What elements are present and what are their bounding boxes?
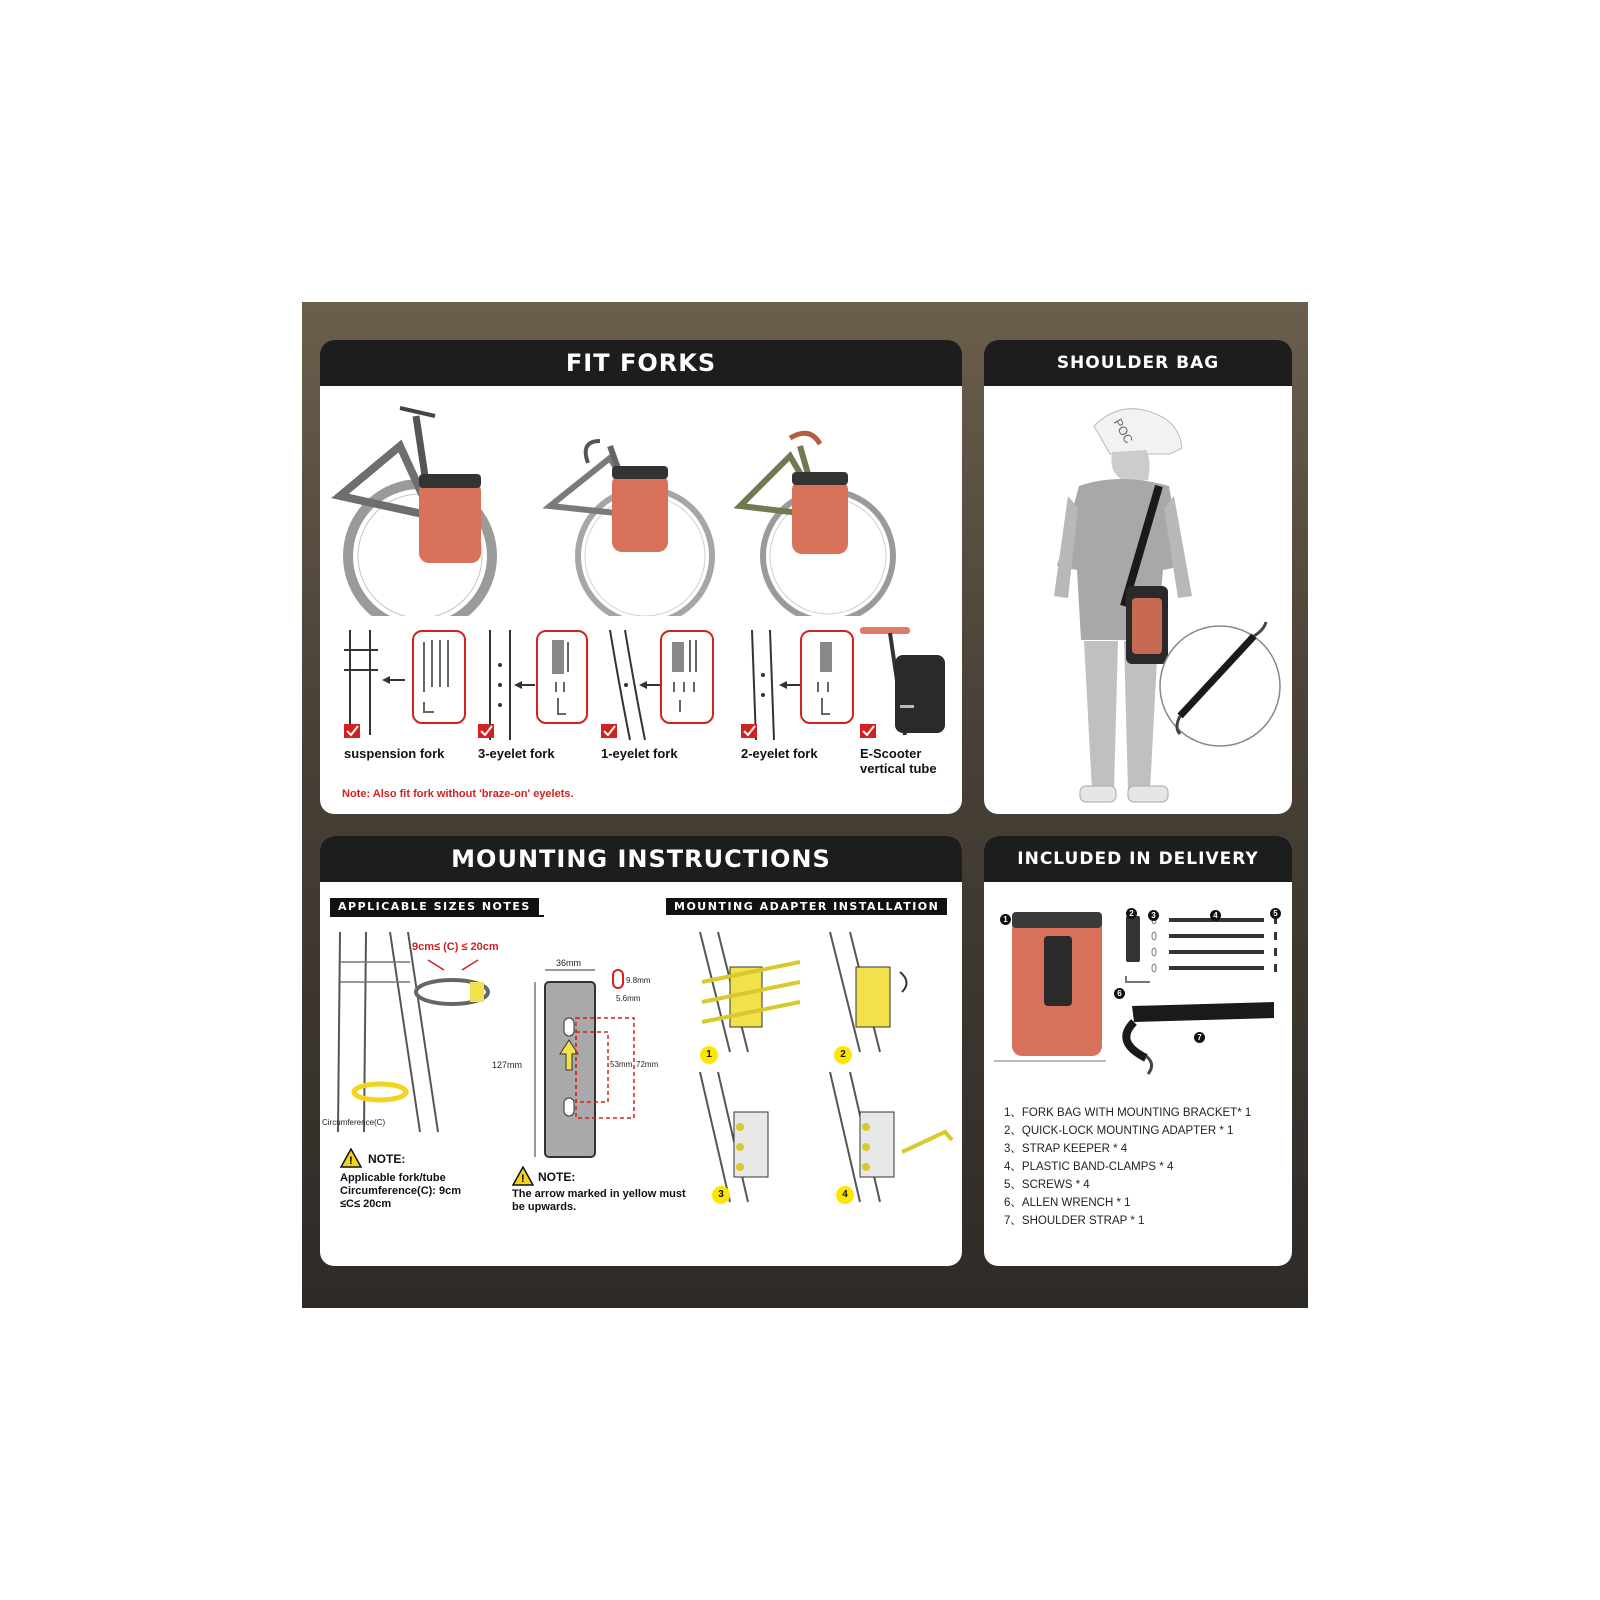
item-7-marker: 7 — [1194, 1032, 1205, 1043]
item-3-marker: 3 — [1148, 910, 1159, 921]
step-4-drawing — [830, 1072, 952, 1202]
circ-range-label: 9cm≤ (C) ≤ 20cm — [412, 941, 499, 953]
infographic-board — [302, 302, 1308, 1308]
mounting-instructions-panel — [320, 836, 962, 1266]
note2-head: NOTE: — [538, 1170, 576, 1184]
dim-width-label: 36mm — [556, 958, 582, 968]
item-1-marker: 1 — [1000, 914, 1011, 925]
helmet-text: POC — [1110, 416, 1136, 446]
gravel-bike-image — [740, 433, 893, 616]
fit-forks-note: Note: Also fit fork without 'braze-on' eyelets. — [342, 788, 574, 800]
check-icon — [601, 724, 617, 738]
step-3-badge: 3 — [712, 1186, 730, 1204]
2-eyelet-fork-drawing — [752, 630, 800, 740]
svg-text:!: ! — [349, 1155, 353, 1167]
step-2-drawing — [830, 932, 907, 1052]
dim-53-label: 53mm — [610, 1060, 633, 1069]
mountain-bike-image — [340, 408, 492, 616]
sizes-diagram — [320, 922, 660, 1166]
fork-label-e-scooter: E-Scooter vertical tube — [860, 746, 937, 776]
note1-body: Applicable fork/tube Circumference(C): 9cm ≤C≤ 20cm — [340, 1172, 462, 1210]
sizes-notes-tag: APPLICABLE SIZES NOTES — [330, 898, 539, 915]
dim-slot-w-label: 5.6mm — [616, 994, 641, 1003]
step-3-drawing — [700, 1072, 768, 1202]
item-2-marker: 2 — [1126, 908, 1137, 919]
hardware-box-2-eyelet — [800, 630, 854, 724]
person-with-bag-image — [984, 386, 1292, 814]
fit-forks-panel — [320, 340, 962, 814]
delivery-items-image — [984, 906, 1292, 1086]
list-item: 7、SHOULDER STRAP * 1 — [1004, 1215, 1145, 1227]
1-eyelet-fork-drawing — [610, 630, 660, 740]
list-item: 6、ALLEN WRENCH * 1 — [1004, 1197, 1131, 1209]
step-4-badge: 4 — [836, 1186, 854, 1204]
adapter-steps-diagram — [690, 922, 962, 1212]
item-4-marker: 4 — [1210, 910, 1221, 921]
hardware-box-1-eyelet — [660, 630, 714, 724]
shoulder-bag-panel — [984, 340, 1292, 814]
dim-height-label: 127mm — [492, 1060, 523, 1070]
road-bike-image — [550, 441, 712, 616]
note2-body: The arrow marked in yellow must be upwards. — [512, 1188, 686, 1213]
list-item: 3、STRAP KEEPER * 4 — [1004, 1143, 1128, 1155]
delivery-list — [1004, 1104, 1251, 1230]
e-scooter-drawing — [860, 627, 945, 735]
fork-label-suspension: suspension fork — [344, 746, 445, 761]
step-1-badge: 1 — [700, 1046, 718, 1064]
svg-text:!: ! — [521, 1173, 525, 1185]
bikes-illustration — [320, 386, 962, 616]
list-item: 4、PLASTIC BAND-CLAMPS * 4 — [1004, 1161, 1174, 1173]
item-5-marker: 5 — [1270, 908, 1281, 919]
step-2-badge: 2 — [834, 1046, 852, 1064]
step-1-drawing — [700, 932, 800, 1052]
item-6-marker: 6 — [1114, 988, 1125, 999]
dim-slot-h-label: 9.8mm — [626, 976, 651, 985]
fork-label-3-eyelet: 3-eyelet fork — [478, 746, 555, 761]
check-icon — [860, 724, 876, 738]
delivery-title: INCLUDED IN DELIVERY — [984, 836, 1292, 882]
delivery-panel — [984, 836, 1292, 1266]
fork-label-2-eyelet: 2-eyelet fork — [741, 746, 818, 761]
fit-forks-title: FIT FORKS — [320, 340, 962, 386]
note1-head: NOTE: — [368, 1152, 406, 1166]
check-icon — [741, 724, 757, 738]
warning-icon — [512, 1166, 534, 1186]
list-item: 5、SCREWS * 4 — [1004, 1179, 1090, 1191]
check-icon — [344, 724, 360, 738]
mounting-title: MOUNTING INSTRUCTIONS — [320, 836, 962, 882]
suspension-fork-drawing — [344, 630, 405, 735]
hardware-box-3-eyelet — [536, 630, 588, 724]
circumference-label: Circumference(C) — [322, 1118, 386, 1127]
shoulder-bag-title: SHOULDER BAG — [984, 340, 1292, 386]
3-eyelet-fork-drawing — [490, 630, 535, 740]
adapter-installation-tag: MOUNTING ADAPTER INSTALLATION — [666, 898, 947, 915]
list-item: 1、FORK BAG WITH MOUNTING BRACKET* 1 — [1004, 1107, 1252, 1119]
fork-label-1-eyelet: 1-eyelet fork — [601, 746, 678, 761]
list-item: 2、QUICK-LOCK MOUNTING ADAPTER * 1 — [1004, 1125, 1234, 1137]
sizes-tag-underline — [330, 915, 544, 917]
warning-icon — [340, 1148, 362, 1168]
check-icon — [478, 724, 494, 738]
dim-72-label: 72mm — [636, 1060, 659, 1069]
hardware-box-suspension — [412, 630, 466, 724]
